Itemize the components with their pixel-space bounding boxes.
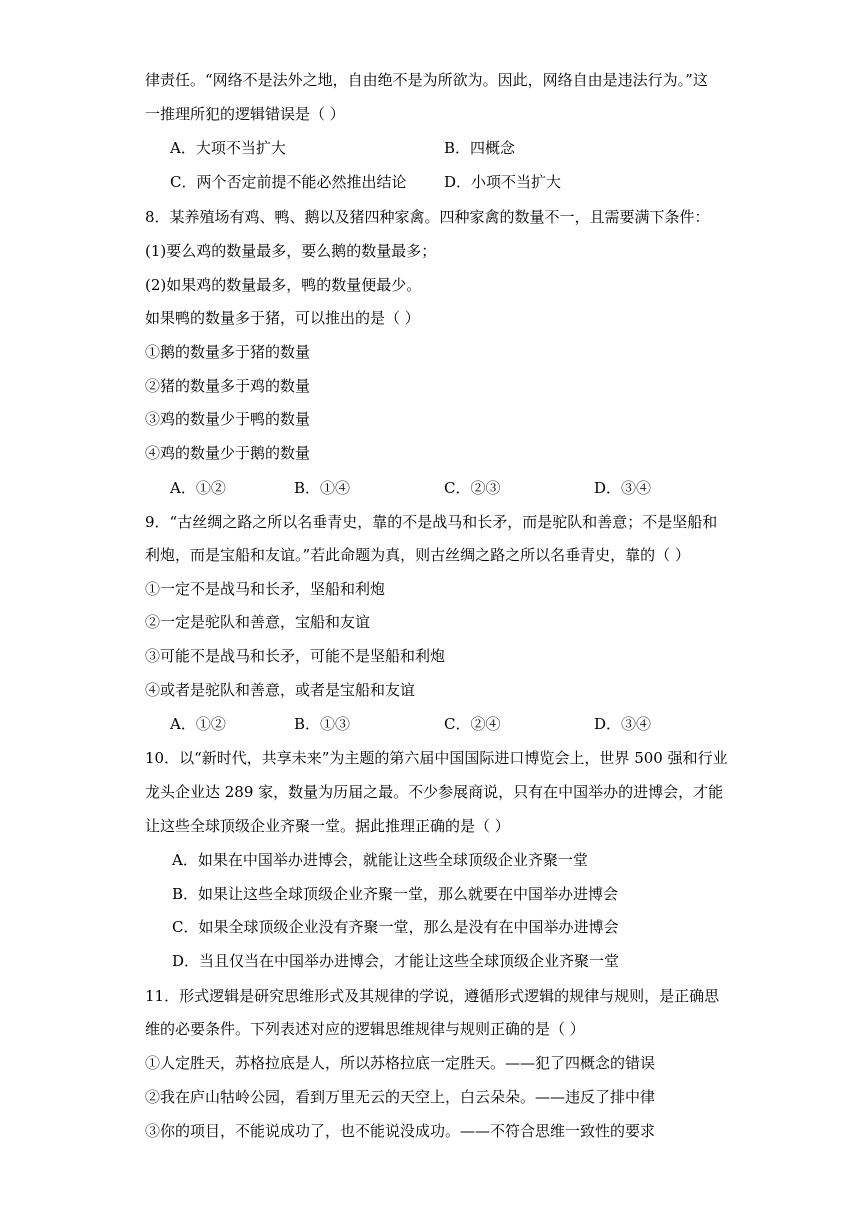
q11-item-1: ①人定胜天，苏格拉底是人，所以苏格拉底一定胜天。——犯了四概念的错误 [145,1054,656,1072]
q8-option-c: C．②③ [444,479,501,497]
q8-item-3: ③鸡的数量少于鸭的数量 [145,410,311,428]
q9-option-a: A．①② [170,715,226,733]
q8-item-4: ④鸡的数量少于鹅的数量 [145,444,311,462]
q9-item-4: ④或者是驼队和善意，或者是宝船和友谊 [145,681,416,699]
q9-stem-line-1: 9．“古丝绸之路之所以名垂青史，靠的不是战马和长矛，而是驼队和善意；不是坚船和 [145,513,718,531]
q7-option-c: C．两个否定前提不能必然推出结论 [170,173,407,191]
q10-stem-line-1: 10．以“新时代，共享未来”为主题的第六届中国国际进口博览会上，世界 500 强和行业 [145,749,728,767]
q8-option-a: A．①② [170,479,226,497]
q7-option-d: D．小项不当扩大 [444,173,562,191]
q9-option-c: C．②④ [444,715,501,733]
q7-option-a: A．大项不当扩大 [170,139,286,157]
q10-option-d: D．当且仅当在中国举办进博会，才能让这些全球顶级企业齐聚一堂 [172,952,620,970]
q11-item-2: ②我在庐山牯岭公园，看到万里无云的天空上，白云朵朵。——违反了排中律 [145,1088,656,1106]
q11-stem-line-2: 维的必要条件。下列表述对应的逻辑思维规律与规则正确的是（ ） [145,1020,585,1038]
q7-stem-line-1: 律责任。“网络不是法外之地，自由绝不是为所欲为。因此，网络自由是违法行为。”这 [145,71,708,89]
q7-stem-line-2: 一推理所犯的逻辑错误是（ ） [145,105,345,123]
q11-item-3: ③你的项目，不能说成功了，也不能说没成功。——不符合思维一致性的要求 [145,1122,656,1140]
q8-option-d: D．③④ [594,479,652,497]
q11-stem-line-1: 11．形式逻辑是研究思维形式及其规律的学说，遵循形式逻辑的规律与规则，是正确思 [145,987,720,1005]
q10-option-a: A．如果在中国举办进博会，就能让这些全球顶级企业齐聚一堂 [172,851,588,869]
q9-option-b: B．①③ [294,715,351,733]
q9-stem-line-2: 利炮，而是宝船和友谊。”若此命题为真，则古丝绸之路之所以名垂青史，靠的（ ） [145,546,690,564]
q9-item-2: ②一定是驼队和善意，宝船和友谊 [145,613,371,631]
q8-condition-2: (2)如果鸡的数量最多，鸭的数量便最少。 [145,276,422,294]
q8-question: 如果鸭的数量多于猪，可以推出的是（ ） [145,309,420,327]
q9-item-3: ③可能不是战马和长矛，可能不是坚船和利炮 [145,647,446,665]
q8-stem-line-1: 8．某养殖场有鸡、鸭、鹅以及猪四种家禽。四种家禽的数量不一，且需要满下条件： [145,208,710,226]
q7-option-b: B．四概念 [444,139,516,157]
q10-stem-line-3: 让这些全球顶级企业齐聚一堂。据此推理正确的是（ ） [145,817,510,835]
q8-condition-1: (1)要么鸡的数量最多，要么鹅的数量最多； [145,242,437,260]
q8-option-b: B．①④ [294,479,351,497]
q10-option-b: B．如果让这些全球顶级企业齐聚一堂，那么就要在中国举办进博会 [172,885,619,903]
q9-item-1: ①一定不是战马和长矛，坚船和利炮 [145,580,386,598]
q10-option-c: C．如果全球顶级企业没有齐聚一堂，那么是没有在中国举办进博会 [172,918,619,936]
q8-item-1: ①鹅的数量多于猪的数量 [145,343,311,361]
q8-item-2: ②猪的数量多于鸡的数量 [145,377,311,395]
q9-option-d: D．③④ [594,715,652,733]
q10-stem-line-2: 龙头企业达 289 家，数量为历届之最。不少参展商说，只有在中国举办的进博会，才能 [145,783,724,801]
